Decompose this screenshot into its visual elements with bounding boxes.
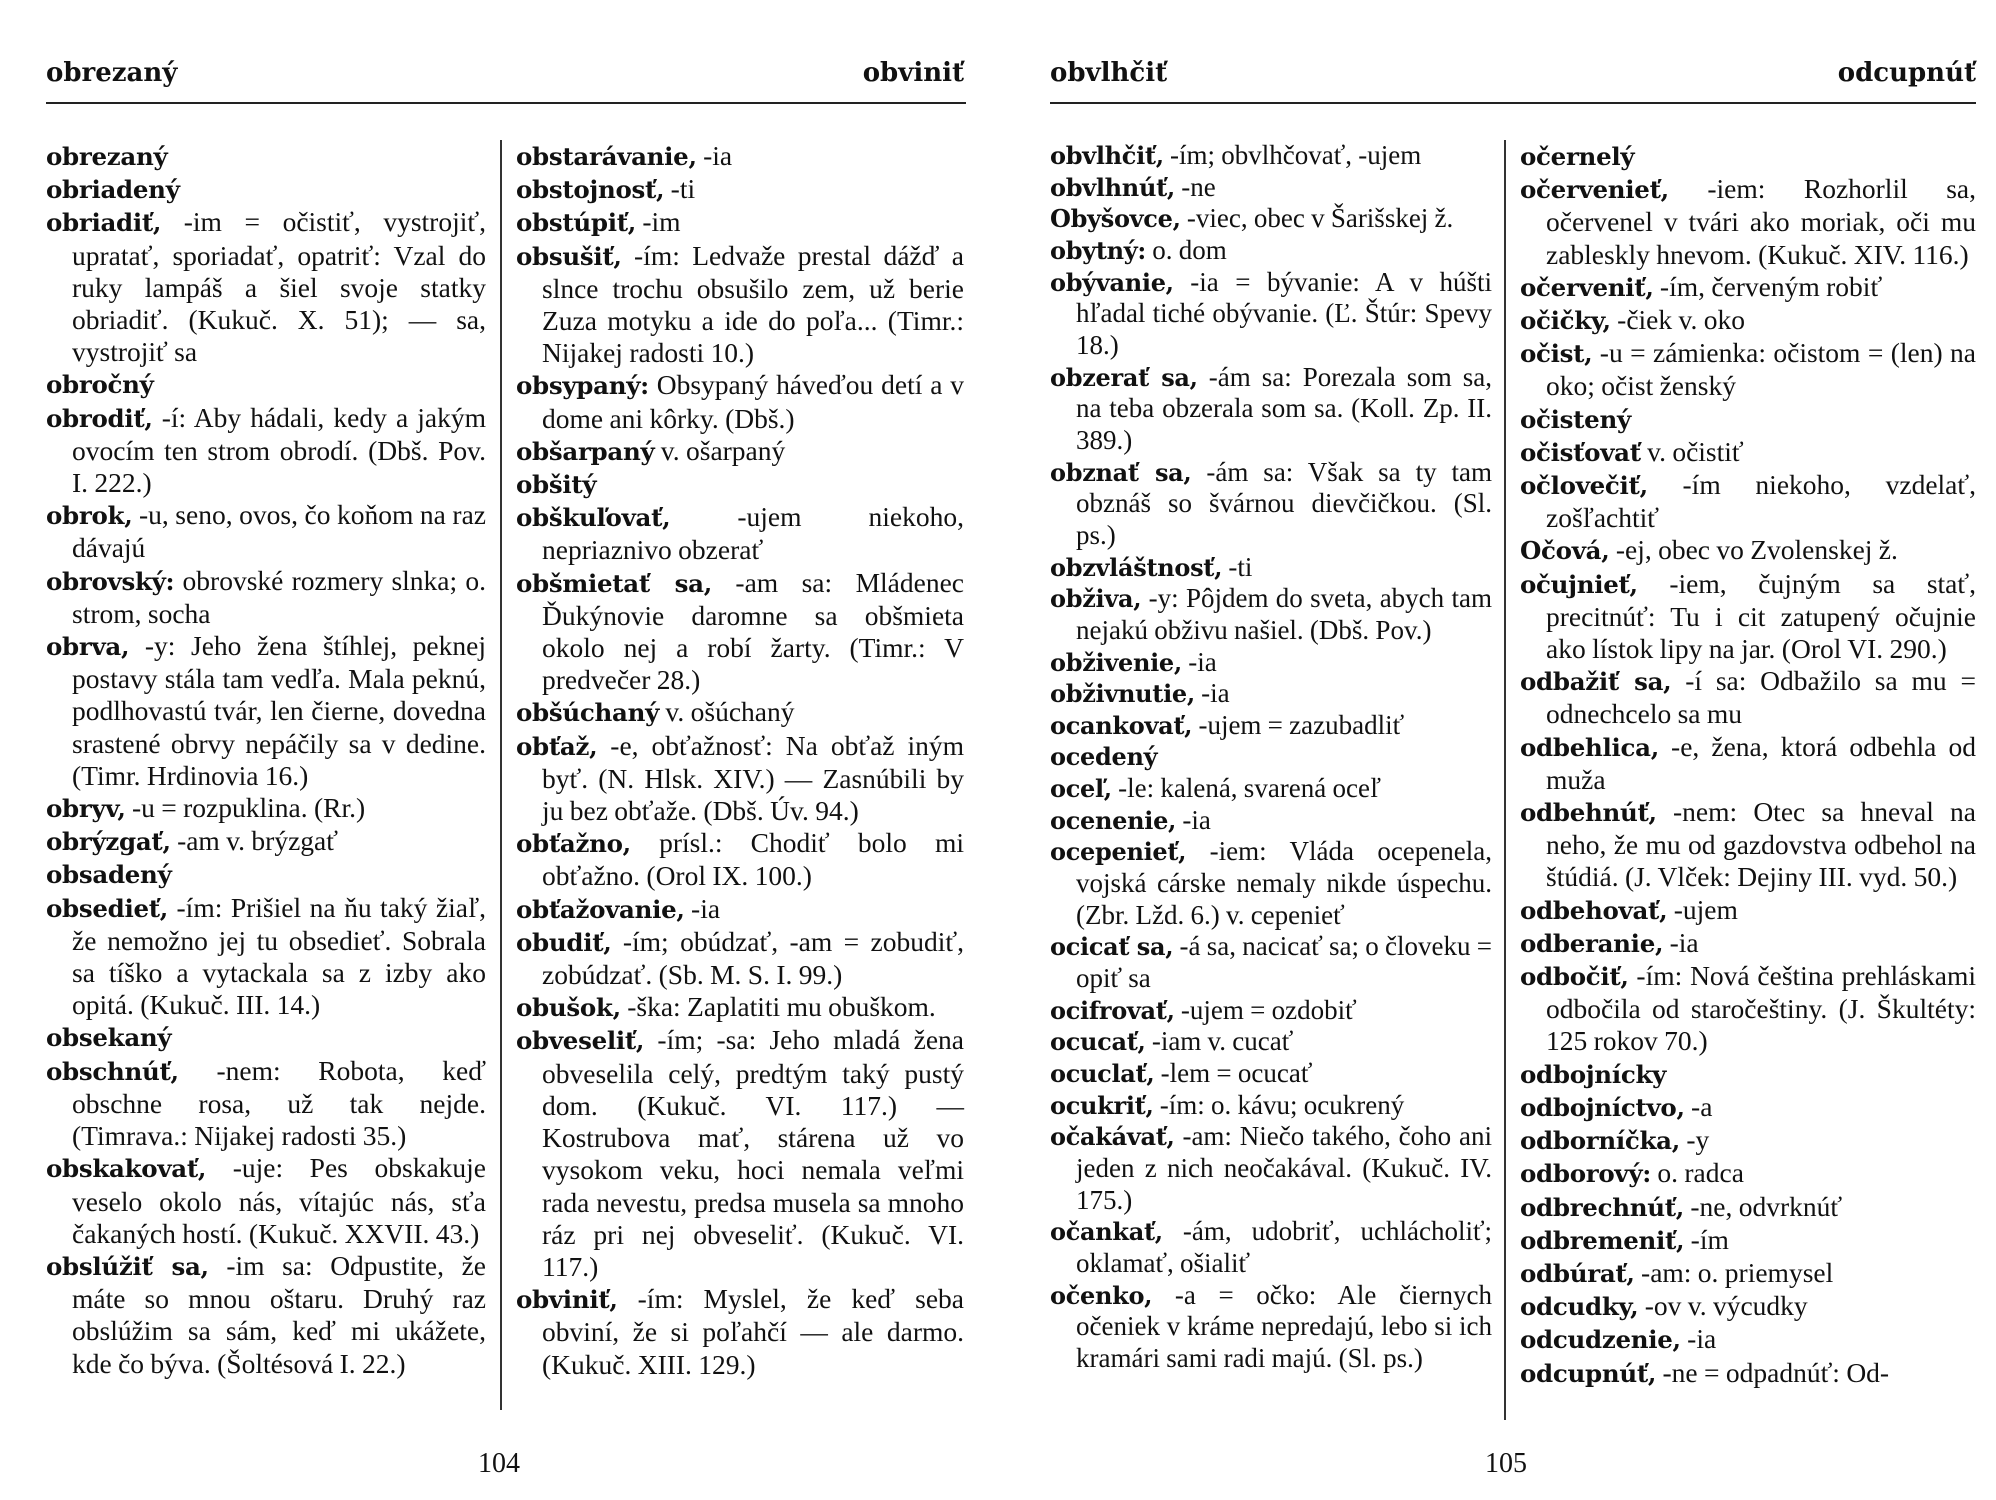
column-right <box>1520 140 1976 1390</box>
dictionary-entry <box>46 1152 486 1250</box>
dictionary-entry <box>1050 1090 1492 1122</box>
entry-headword: ocicať sa, <box>1050 932 1174 962</box>
entry-definition: -im sa: Odpustite, že máte so mnou oštaru. Druhý raz obslúžim sa sám, keď mi ukážete, kde čo býva. (Šoltésová I. 22.) <box>72 1249 486 1379</box>
entry-headword: oceľ, <box>1050 774 1112 804</box>
dictionary-entry <box>1050 931 1492 994</box>
entry-definition: -ov v. výcudky <box>1638 1290 1808 1322</box>
dictionary-entry <box>1050 773 1492 805</box>
entry-definition: -ím; -sa: Jeho mladá žena obveselila celý, predtým taký pustý dom. (Kukuč. VI. 117.) — Kostrubova mať, stárena už vo vysokom veku, hoci nemala veľmi rada nevestu, predsa musela sa mnoho ráz pri nej obveseliť. (Kukuč. VI. 117.) <box>542 1024 964 1282</box>
dictionary-entry <box>1050 1026 1492 1058</box>
entry-definition: -ím; obvlhčovať, -ujem <box>1163 140 1422 170</box>
dictionary-entry <box>516 435 964 468</box>
entry-definition: -ia = bývanie: A v húšti hľadal tiché obývanie. (Ľ. Štúr: Spevy 18.) <box>1076 266 1492 360</box>
dictionary-entry <box>1520 1191 1976 1224</box>
entry-definition: -ám, udobriť, uchlácholiť; oklamať, ošialiť <box>1076 1216 1492 1278</box>
entry-headword: obrok, <box>46 501 133 531</box>
dictionary-entry <box>1050 172 1492 204</box>
dictionary-entry <box>1520 337 1976 402</box>
entry-headword: obročný <box>46 370 154 400</box>
entry-definition: -čiek v. oko <box>1610 304 1745 336</box>
entry-definition: -e, žena, ktorá odbehla od muža <box>1546 730 1976 795</box>
entry-headword: obšmietať sa, <box>516 568 712 598</box>
entry-headword: obslúžiť sa, <box>46 1251 209 1281</box>
dictionary-entry <box>46 565 486 630</box>
entry-definition: -ška: Zaplatiti mu obuškom. <box>620 991 936 1023</box>
guide-word-last: obviniť <box>862 58 964 88</box>
entry-definition: -ia <box>1181 646 1217 677</box>
entry-definition: -ia <box>1663 926 1699 958</box>
dictionary-entry <box>46 825 486 858</box>
dictionary-entry <box>1520 665 1976 730</box>
entry-headword: odbehlica, <box>1520 732 1659 762</box>
dictionary-entry <box>516 240 964 370</box>
entry-definition: -ím niekoho, vzdelať, zošľachtiť <box>1546 469 1976 534</box>
dictionary-entry <box>46 892 486 1022</box>
entry-headword: odbažiť sa, <box>1520 667 1672 697</box>
entry-definition: prísl.: Chodiť bolo mi obťažno. (Orol IX. 100.) <box>542 827 964 892</box>
dictionary-entry <box>1520 960 1976 1058</box>
entry-headword: ocukriť, <box>1050 1090 1154 1120</box>
entry-headword: obryv, <box>46 794 126 824</box>
entry-headword: obstúpiť, <box>516 208 636 238</box>
entry-headword: obsadený <box>46 860 172 890</box>
entry-definition: -ám sa: Porezala som sa, na teba obzerala som sa. (Koll. Zp. II. 389.) <box>1076 361 1492 455</box>
entry-definition: -le: kalená, svarená oceľ <box>1111 773 1381 804</box>
dictionary-entry <box>1520 534 1976 567</box>
entry-headword: obšitý <box>516 470 597 500</box>
entry-headword: očist, <box>1520 339 1593 369</box>
entry-headword: obživa, <box>1050 584 1142 614</box>
dictionary-entry <box>1520 731 1976 796</box>
entry-definition: -am sa: Mládenec Ďukýnovie daromne sa obšmieta okolo nej a robí žarty. (Timr.: V predvečer 28.) <box>542 566 965 696</box>
entry-definition: -a <box>1684 1090 1713 1122</box>
dictionary-entry <box>516 926 964 991</box>
dictionary-entry <box>516 893 964 926</box>
column-divider <box>1504 140 1506 1420</box>
guide-word-first: obrezaný <box>46 58 178 88</box>
entry-definition: -ia <box>1194 678 1230 709</box>
entry-headword: očičky, <box>1520 306 1611 336</box>
entry-definition: -ujem = zazubadliť <box>1192 709 1405 740</box>
dictionary-entry <box>516 468 964 501</box>
entry-definition: -í sa: Odbažilo sa mu = odnechcelo sa mu <box>1546 665 1976 730</box>
entry-headword: očujnieť, <box>1520 569 1638 599</box>
entry-headword: odbočiť, <box>1520 962 1629 992</box>
entry-definition: -ia <box>696 140 733 171</box>
dictionary-entry <box>46 173 486 206</box>
dictionary-entry <box>46 402 486 500</box>
entry-headword: očisťovať <box>1520 437 1641 467</box>
dictionary-entry <box>1520 173 1976 271</box>
dictionary-entry <box>1050 457 1492 552</box>
entry-definition: -am: o. priemysel <box>1634 1256 1834 1288</box>
entry-definition: -viec, obec v Šarišskej ž. <box>1180 203 1454 234</box>
entry-headword: odborový: <box>1520 1159 1652 1189</box>
entry-definition: v. očistiť <box>1640 435 1744 467</box>
entry-definition: obrovské rozmery slnka; o. strom, socha <box>72 564 486 629</box>
entry-headword: obzvláštnosť, <box>1050 552 1223 582</box>
entry-headword: odbojníctvo, <box>1520 1092 1685 1122</box>
dictionary-entry <box>1050 583 1492 646</box>
entry-definition: -ti <box>1222 551 1253 582</box>
dictionary-entry <box>1520 1157 1976 1190</box>
entry-headword: odbremeniť, <box>1520 1225 1685 1255</box>
entry-definition: -nem: Otec sa hneval na neho, že mu od gazdovstva odbehol na štúdiá. (J. Vlček: Dejiny III. vyd. 50.) <box>1546 796 1976 893</box>
dictionary-entry <box>1520 436 1976 469</box>
dictionary-entry <box>46 792 486 825</box>
entry-definition: -y: Pôjdem do sveta, abych tam nejakú obživu našiel. (Dbš. Pov.) <box>1076 583 1492 645</box>
dictionary-entry <box>516 501 964 566</box>
entry-definition: -ím: Nová čeština prehláskami odbočila od staročeštiny. (J. Škultéty: 125 rokov 70.) <box>1546 960 1976 1057</box>
dictionary-entry <box>1520 1257 1976 1290</box>
dictionary-entry <box>46 206 486 368</box>
entry-headword: obveseliť, <box>516 1026 645 1056</box>
entry-definition: -ujem = ozdobiť <box>1174 994 1357 1025</box>
entry-definition: v. ošarpaný <box>654 434 786 466</box>
entry-headword: ocenenie, <box>1050 805 1177 835</box>
dictionary-entry <box>1520 140 1976 173</box>
entry-definition: -nem: Robota, keď obschne rosa, už tak nejde. (Timrava.: Nijakej radosti 35.) <box>72 1054 486 1152</box>
entry-definition: Obsypaný háveďou detí a v dome ani kôrky. (Dbš.) <box>542 369 964 434</box>
dictionary-entry <box>1520 1224 1976 1257</box>
entry-headword: ocifrovať, <box>1050 995 1175 1025</box>
dictionary-entry <box>1520 304 1976 337</box>
entry-headword: obschnúť, <box>46 1056 179 1086</box>
entry-headword: obsedieť, <box>46 893 169 923</box>
entry-headword: Obyšovce, <box>1050 204 1181 234</box>
entry-headword: Očová, <box>1520 536 1610 566</box>
entry-headword: očlovečiť, <box>1520 471 1648 501</box>
dictionary-entry <box>1050 647 1492 679</box>
entry-headword: očervenieť, <box>1520 175 1669 205</box>
entry-headword: obťažovanie, <box>516 894 685 924</box>
entry-definition: -í: Aby hádali, kedy a jakým ovocím ten strom obrodí. (Dbš. Pov. I. 222.) <box>72 401 486 499</box>
dictionary-entry <box>516 730 964 828</box>
entry-headword: obsekaný <box>46 1023 172 1053</box>
dictionary-entry <box>516 991 964 1024</box>
entry-definition: -ti <box>664 173 696 205</box>
entry-definition: -a = očko: Ale čiernych očeniek v kráme nepredajú, lebo si ich kramári sami radi majú. (Sl. ps.) <box>1076 1279 1492 1373</box>
dictionary-entry <box>516 1024 964 1283</box>
entry-headword: obstarávanie, <box>516 142 697 171</box>
dictionary-entry <box>46 630 486 792</box>
entry-headword: obznať sa, <box>1050 457 1192 487</box>
entry-definition: -im <box>635 206 681 238</box>
dictionary-entry <box>1050 1058 1492 1090</box>
dictionary-entry <box>1050 140 1492 172</box>
dictionary-entry <box>46 858 486 891</box>
right-page <box>1000 0 1996 1500</box>
entry-definition: -ne, odvrknúť <box>1684 1190 1843 1222</box>
entry-definition: o. radca <box>1651 1157 1744 1189</box>
dictionary-entry <box>1050 995 1492 1027</box>
guide-word-first: obvlhčiť <box>1050 58 1168 88</box>
entry-headword: očerveniť, <box>1520 272 1654 302</box>
dictionary-entry <box>516 206 964 239</box>
dictionary-entry <box>1520 1357 1976 1390</box>
entry-headword: obriadený <box>46 175 180 205</box>
dictionary-entry <box>1050 1121 1492 1216</box>
entry-headword: obťaž, <box>516 731 598 761</box>
entry-headword: obsušiť, <box>516 241 622 271</box>
entry-headword: obrodiť, <box>46 403 153 433</box>
dictionary-entry <box>1050 805 1492 837</box>
dictionary-entry <box>46 1055 486 1153</box>
entry-headword: očakávať, <box>1050 1122 1175 1152</box>
entry-definition: -im = očistiť, vystrojiť, upratať, sporiadať, opatriť: Vzal do ruky lampáš a šiel svoje statky obriadiť. (Kukuč. X. 51); — sa, vystrojiť sa <box>72 206 486 368</box>
entry-definition: -e, obťažnosť: Na obťaž iným byť. (N. Hlsk. XIV.) — Zasnúbili by ju bez obťaže. (Dbš. Úv. 94.) <box>542 729 964 827</box>
entry-definition: -ím: Myslel, že keď seba obviní, že si poľahčí — ale darmo. (Kukuč. XIII. 129.) <box>542 1283 964 1380</box>
entry-definition: o. dom <box>1145 234 1227 265</box>
entry-headword: odbrechnúť, <box>1520 1192 1685 1222</box>
entry-headword: obývanie, <box>1050 267 1174 297</box>
dictionary-entry <box>46 368 486 401</box>
dictionary-entry <box>1520 1058 1976 1091</box>
entry-definition: -ím: o. kávu; ocukrený <box>1153 1089 1405 1120</box>
dictionary-entry <box>1520 1323 1976 1356</box>
entry-headword: obšúchaný <box>516 698 660 728</box>
dictionary-entry <box>516 827 964 892</box>
entry-headword: odcupnúť, <box>1520 1358 1657 1388</box>
entry-headword: obviniť, <box>516 1285 618 1315</box>
entry-headword: odcudzenie, <box>1520 1325 1681 1355</box>
dictionary-entry <box>1520 271 1976 304</box>
entry-headword: obzerať sa, <box>1050 362 1198 392</box>
entry-definition: -y <box>1679 1124 1710 1156</box>
dictionary-entry <box>1050 678 1492 710</box>
entry-definition: -ne <box>1174 171 1216 202</box>
column-left <box>1050 140 1492 1375</box>
dictionary-entry <box>1050 1280 1492 1375</box>
entry-headword: obudiť, <box>516 927 612 957</box>
entry-headword: obživenie, <box>1050 647 1182 677</box>
entry-headword: odberanie, <box>1520 928 1664 958</box>
dictionary-entry <box>1050 836 1492 931</box>
entry-definition: -ám sa: Však sa ty tam obznáš so švárnou dievčičkou. (Sl. ps.) <box>1076 456 1493 550</box>
entry-headword: obvlhnúť, <box>1050 172 1175 202</box>
entry-definition: -ia <box>1680 1323 1717 1355</box>
dictionary-entry <box>46 499 486 564</box>
entry-headword: obvlhčiť, <box>1050 141 1164 170</box>
entry-headword: obťažno, <box>516 829 631 859</box>
dictionary-entry <box>1520 403 1976 436</box>
entry-headword: ocuclať, <box>1050 1059 1155 1089</box>
dictionary-entry <box>516 369 964 434</box>
dictionary-entry <box>1520 568 1976 666</box>
entry-definition: -á sa, nacicať sa; o človeku = opiť sa <box>1076 931 1492 994</box>
entry-headword: odbojnícky <box>1520 1059 1667 1089</box>
entry-definition: -ia <box>1176 804 1211 835</box>
dictionary-entry <box>46 1250 486 1380</box>
entry-definition: -ujem <box>1667 893 1738 925</box>
entry-definition: -ím: Prišiel na ňu taký žiaľ, že nemožno jej tu obsedieť. Sobrala sa tíško a vytackala sa z izby ako opitá. (Kukuč. III. 14.) <box>72 891 486 1021</box>
header-rule <box>1050 102 1976 104</box>
entry-headword: obživnutie, <box>1050 679 1195 709</box>
entry-headword: obškuľovať, <box>516 503 671 533</box>
dictionary-entry <box>46 1021 486 1054</box>
dictionary-entry <box>1520 1290 1976 1323</box>
entry-headword: ocedený <box>1050 742 1158 772</box>
entry-headword: ocepenieť, <box>1050 837 1187 867</box>
entry-definition: -iem, čujným sa stať, precitnúť: Tu i cit zatupený očujnie ako lístok lipy na jar. (Orol VI. 290.) <box>1546 567 1976 665</box>
dictionary-entry <box>516 567 964 697</box>
dictionary-entry <box>1050 710 1492 742</box>
entry-headword: ocankovať, <box>1050 710 1193 740</box>
dictionary-entry <box>1050 203 1492 235</box>
dictionary-entry <box>516 173 964 206</box>
entry-headword: odbúrať, <box>1520 1258 1635 1288</box>
entry-headword: obrovský: <box>46 566 175 596</box>
guide-word-last: odcupnúť <box>1837 58 1976 88</box>
dictionary-entry <box>516 1283 964 1381</box>
entry-headword: očenko, <box>1050 1280 1153 1310</box>
entry-definition: -ím, červeným robiť <box>1653 270 1883 302</box>
entry-headword: obšarpaný <box>516 436 655 466</box>
dictionary-entry <box>1520 1124 1976 1157</box>
entry-headword: obrezaný <box>46 142 168 171</box>
dictionary-entry <box>1050 1216 1492 1279</box>
dictionary-entry <box>1520 927 1976 960</box>
page-number: 104 <box>478 1448 520 1479</box>
dictionary-entry <box>516 696 964 729</box>
entry-headword: odbehovať, <box>1520 895 1668 925</box>
page-number: 105 <box>1485 1448 1527 1479</box>
entry-definition: -iem: Rozhorlil sa, očervenel v tvári ako moriak, oči mu zableskly hnevom. (Kukuč. XIV. 116.) <box>1546 173 1976 270</box>
entry-definition: -am: Niečo takého, čoho ani jeden z nich neočakával. (Kukuč. IV. 175.) <box>1076 1121 1492 1215</box>
dictionary-entry <box>516 140 964 173</box>
entry-headword: obskakovať, <box>46 1154 207 1184</box>
entry-headword: obytný: <box>1050 235 1146 265</box>
dictionary-entry <box>1050 235 1492 267</box>
entry-headword: očankať, <box>1050 1217 1163 1247</box>
dictionary-entry <box>1050 362 1492 457</box>
entry-definition: -u = zámienka: očistom = (len) na oko; očist ženský <box>1546 337 1976 402</box>
entry-definition: -y: Jeho žena štíhlej, peknej postavy stála tam vedľa. Mala peknú, podlhovastú tvár, len čierne, dovedna srastené obrvy nepáčily sa v dedine. (Timr. Hrdinovia 16.) <box>72 630 486 791</box>
entry-definition: -iam v. cucať <box>1145 1026 1294 1057</box>
entry-definition: -ej, obec vo Zvolenskej ž. <box>1609 534 1898 566</box>
entry-definition: -ím <box>1684 1223 1729 1255</box>
dictionary-entry <box>1520 469 1976 534</box>
entry-definition: -iem: Vláda ocepenela, vojská cárske nemaly nikde úspechu. (Zbr. Lžd. 6.) v. cepenieť <box>1076 836 1492 930</box>
entry-definition: -ia <box>684 892 721 924</box>
header-rule <box>46 102 966 104</box>
entry-headword: ocucať, <box>1050 1027 1146 1057</box>
entry-headword: odcudky, <box>1520 1292 1639 1322</box>
entry-definition: -u = rozpuklina. (Rr.) <box>125 792 366 824</box>
entry-definition: -ne = odpadnúť: Od- <box>1656 1356 1890 1388</box>
dictionary-entry <box>1050 741 1492 773</box>
entry-definition: -am v. brýzgať <box>170 825 338 857</box>
entry-definition: -ujem niekoho, nepriaznivo obzerať <box>542 501 964 566</box>
entry-headword: obriadiť, <box>46 208 162 238</box>
entry-headword: očernelý <box>1520 142 1635 171</box>
dictionary-entry <box>1050 267 1492 362</box>
entry-headword: obušok, <box>516 993 621 1023</box>
entry-definition: -lem = ocucať <box>1154 1058 1313 1089</box>
entry-headword: obrva, <box>46 632 130 662</box>
entry-headword: odbehnúť, <box>1520 798 1657 828</box>
entry-definition: -u, seno, ovos, čo koňom na raz dávajú <box>72 499 486 564</box>
dictionary-entry <box>46 140 486 173</box>
entry-headword: odborníčka, <box>1520 1126 1680 1156</box>
column-divider <box>500 140 502 1410</box>
entry-definition: v. ošúchaný <box>659 696 795 728</box>
entry-headword: očistený <box>1520 404 1631 434</box>
entry-definition: -ím; obúdzať, -am = zobudiť, zobúdzať. (Sb. M. S. I. 99.) <box>542 925 964 991</box>
column-right <box>516 140 964 1381</box>
column-left <box>46 140 486 1380</box>
entry-headword: obsypaný: <box>516 371 649 401</box>
dictionary-entry <box>1520 1091 1976 1124</box>
entry-definition: -ím: Ledvaže prestal dážď a slnce trochu obsušilo zem, už berie Zuza motyku a ide do poľa... (Timr.: Nijakej radosti 10.) <box>542 239 964 369</box>
dictionary-entry <box>1520 796 1976 894</box>
dictionary-entry <box>1050 552 1492 584</box>
entry-headword: obrýzgať, <box>46 827 171 857</box>
entry-definition: -uje: Pes obskakuje veselo okolo nás, vítajúc nás, sťa čakaných hostí. (Kukuč. XXVII. 43.) <box>72 1152 486 1249</box>
entry-headword: obstojnosť, <box>516 175 665 205</box>
dictionary-entry <box>1520 894 1976 927</box>
